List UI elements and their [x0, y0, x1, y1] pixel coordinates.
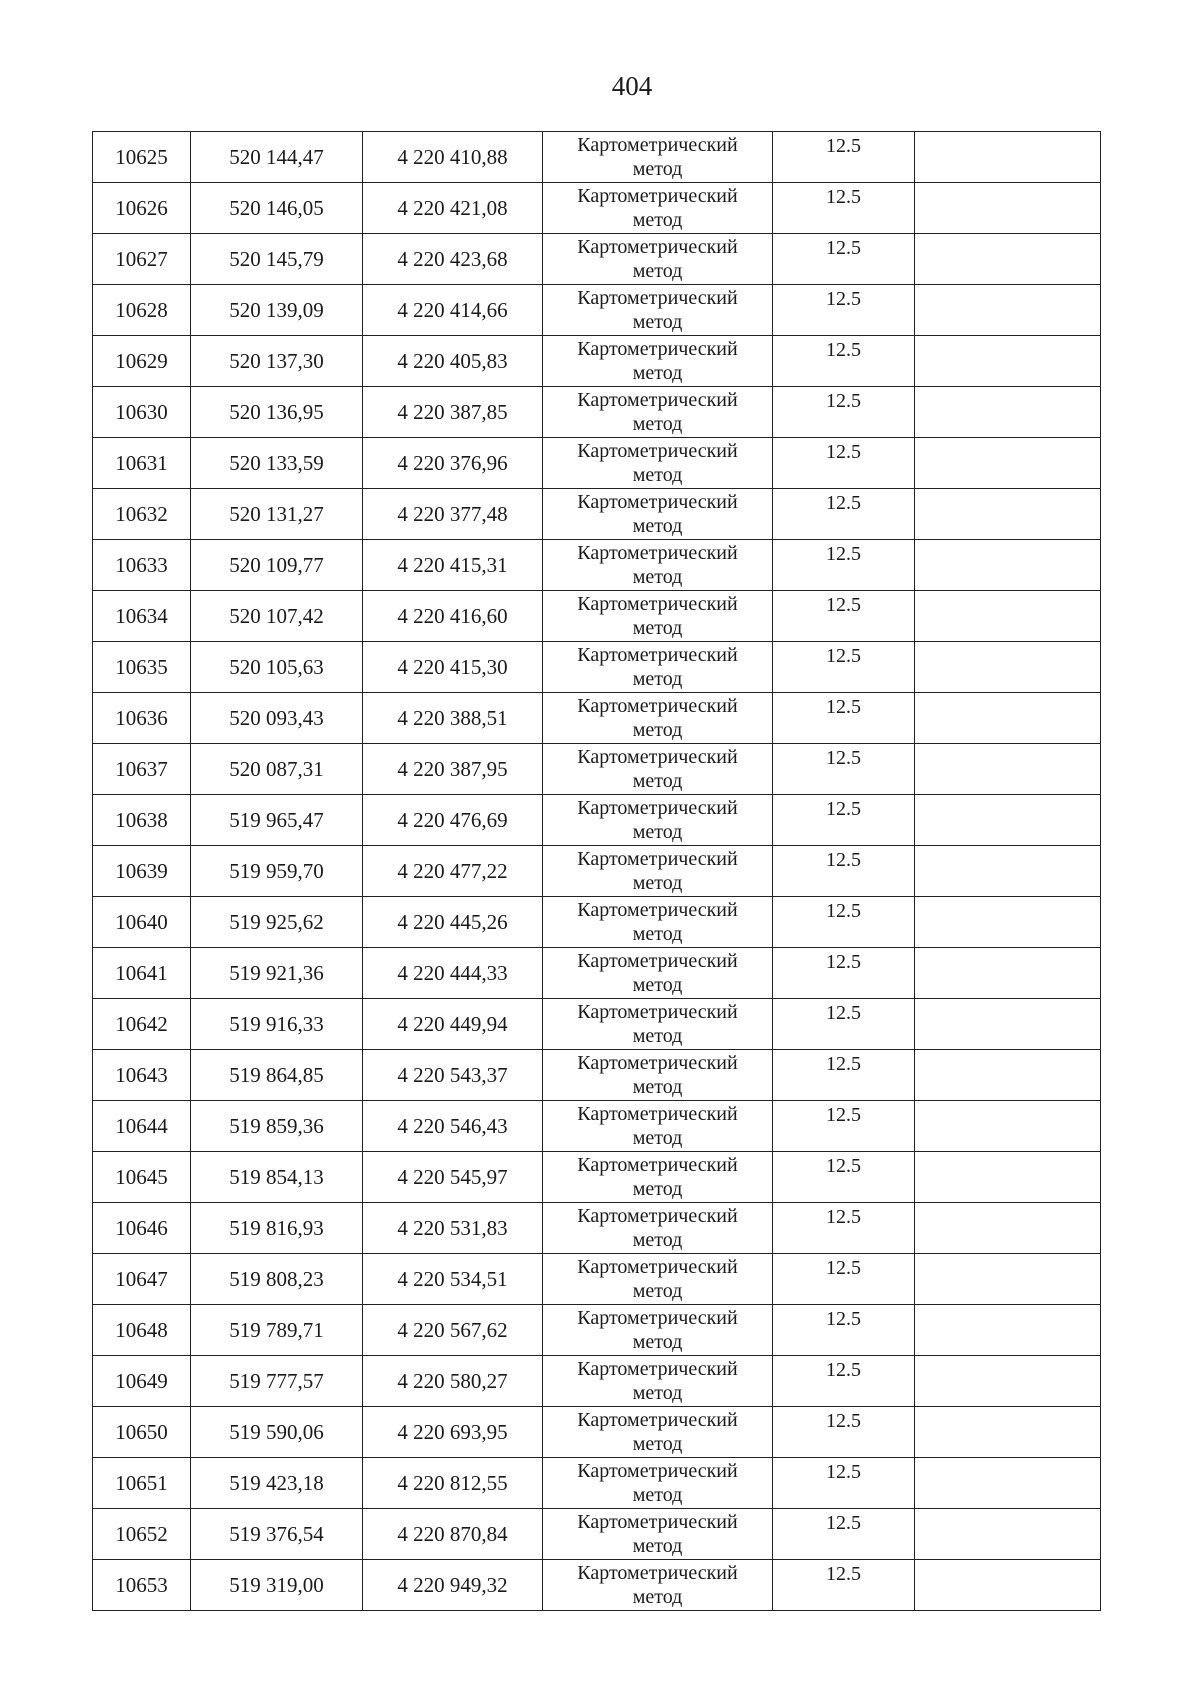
- method-cell: [543, 438, 773, 489]
- table-row: [93, 1509, 1101, 1560]
- y-coordinate-cell: 4 220 405,83: [363, 336, 543, 387]
- point-number-cell: 10639: [93, 846, 191, 897]
- method-line-2: метод: [632, 1331, 683, 1353]
- point-number-cell: 10652: [93, 1509, 191, 1560]
- method-cell: [543, 1356, 773, 1407]
- y-coordinate-cell: 4 220 416,60: [363, 591, 543, 642]
- table-row: [93, 540, 1101, 591]
- point-number-cell: 10637: [93, 744, 191, 795]
- method-line-1: Картометрический: [577, 134, 738, 156]
- method-line-2: метод: [632, 566, 683, 588]
- note-cell: [915, 489, 1101, 540]
- method-line-1: Картометрический: [577, 899, 738, 921]
- point-number-cell: 10646: [93, 1203, 191, 1254]
- table-row: [93, 438, 1101, 489]
- method-cell: [543, 285, 773, 336]
- note-cell: [915, 540, 1101, 591]
- point-number-cell: 10641: [93, 948, 191, 999]
- method-line-1: Картометрический: [577, 1307, 738, 1329]
- method-line-1: Картометрический: [577, 1358, 738, 1380]
- table-row: [93, 1254, 1101, 1305]
- method-line-1: Картометрический: [577, 338, 738, 360]
- accuracy-cell: 12.5: [773, 846, 915, 897]
- method-line-2: метод: [632, 1280, 683, 1302]
- x-coordinate-cell: 520 131,27: [191, 489, 363, 540]
- note-cell: [915, 183, 1101, 234]
- method-line-1: Картометрический: [577, 491, 738, 513]
- point-number-cell: 10630: [93, 387, 191, 438]
- y-coordinate-cell: 4 220 377,48: [363, 489, 543, 540]
- method-line-2: метод: [632, 1484, 683, 1506]
- x-coordinate-cell: 520 139,09: [191, 285, 363, 336]
- method-line-2: метод: [632, 311, 683, 333]
- table-row: [93, 1152, 1101, 1203]
- method-line-2: метод: [632, 158, 683, 180]
- point-number-cell: 10651: [93, 1458, 191, 1509]
- y-coordinate-cell: 4 220 423,68: [363, 234, 543, 285]
- note-cell: [915, 387, 1101, 438]
- table-row: [93, 285, 1101, 336]
- accuracy-cell: 12.5: [773, 897, 915, 948]
- method-cell: [543, 897, 773, 948]
- table-row: [93, 591, 1101, 642]
- y-coordinate-cell: 4 220 449,94: [363, 999, 543, 1050]
- x-coordinate-cell: 520 109,77: [191, 540, 363, 591]
- accuracy-cell: 12.5: [773, 693, 915, 744]
- method-cell: [543, 744, 773, 795]
- method-cell: [543, 1509, 773, 1560]
- method-cell: [543, 489, 773, 540]
- method-line-2: метод: [632, 260, 683, 282]
- y-coordinate-cell: 4 220 387,85: [363, 387, 543, 438]
- method-line-2: метод: [632, 1382, 683, 1404]
- accuracy-cell: 12.5: [773, 132, 915, 183]
- method-line-1: Картометрический: [577, 440, 738, 462]
- accuracy-cell: 12.5: [773, 1203, 915, 1254]
- x-coordinate-cell: 520 107,42: [191, 591, 363, 642]
- table-row: [93, 642, 1101, 693]
- accuracy-cell: 12.5: [773, 489, 915, 540]
- method-line-1: Картометрический: [577, 1562, 738, 1584]
- method-line-2: метод: [632, 617, 683, 639]
- table-row: [93, 693, 1101, 744]
- table-row: [93, 1101, 1101, 1152]
- y-coordinate-cell: 4 220 410,88: [363, 132, 543, 183]
- x-coordinate-cell: 520 087,31: [191, 744, 363, 795]
- x-coordinate-cell: 519 916,33: [191, 999, 363, 1050]
- method-cell: [543, 1152, 773, 1203]
- method-line-1: Картометрический: [577, 1205, 738, 1227]
- point-number-cell: 10644: [93, 1101, 191, 1152]
- accuracy-cell: 12.5: [773, 744, 915, 795]
- method-line-2: метод: [632, 923, 683, 945]
- method-line-1: Картометрический: [577, 950, 738, 972]
- accuracy-cell: 12.5: [773, 183, 915, 234]
- point-number-cell: 10636: [93, 693, 191, 744]
- y-coordinate-cell: 4 220 693,95: [363, 1407, 543, 1458]
- method-line-2: метод: [632, 668, 683, 690]
- method-line-1: Картометрический: [577, 797, 738, 819]
- table-row: [93, 336, 1101, 387]
- x-coordinate-cell: 519 965,47: [191, 795, 363, 846]
- point-number-cell: 10653: [93, 1560, 191, 1611]
- accuracy-cell: 12.5: [773, 336, 915, 387]
- method-cell: [543, 948, 773, 999]
- point-number-cell: 10647: [93, 1254, 191, 1305]
- method-line-1: Картометрический: [577, 185, 738, 207]
- table-row: [93, 846, 1101, 897]
- accuracy-cell: 12.5: [773, 591, 915, 642]
- method-line-2: метод: [632, 872, 683, 894]
- y-coordinate-cell: 4 220 567,62: [363, 1305, 543, 1356]
- method-line-1: Картометрический: [577, 1409, 738, 1431]
- accuracy-cell: 12.5: [773, 1407, 915, 1458]
- method-cell: [543, 1254, 773, 1305]
- accuracy-cell: 12.5: [773, 999, 915, 1050]
- coordinates-table-body: [93, 132, 1101, 1611]
- method-line-1: Картометрический: [577, 542, 738, 564]
- x-coordinate-cell: 520 136,95: [191, 387, 363, 438]
- method-cell: [543, 1050, 773, 1101]
- x-coordinate-cell: 520 133,59: [191, 438, 363, 489]
- coordinates-table: [92, 131, 1101, 1611]
- table-row: [93, 1407, 1101, 1458]
- accuracy-cell: 12.5: [773, 285, 915, 336]
- method-cell: [543, 336, 773, 387]
- note-cell: [915, 1356, 1101, 1407]
- method-line-2: метод: [632, 362, 683, 384]
- point-number-cell: 10633: [93, 540, 191, 591]
- note-cell: [915, 1509, 1101, 1560]
- method-cell: [543, 795, 773, 846]
- x-coordinate-cell: 519 925,62: [191, 897, 363, 948]
- x-coordinate-cell: 520 145,79: [191, 234, 363, 285]
- note-cell: [915, 999, 1101, 1050]
- method-line-2: метод: [632, 719, 683, 741]
- point-number-cell: 10632: [93, 489, 191, 540]
- x-coordinate-cell: 519 864,85: [191, 1050, 363, 1101]
- y-coordinate-cell: 4 220 545,97: [363, 1152, 543, 1203]
- accuracy-cell: 12.5: [773, 1458, 915, 1509]
- method-line-1: Картометрический: [577, 644, 738, 666]
- method-line-1: Картометрический: [577, 593, 738, 615]
- y-coordinate-cell: 4 220 414,66: [363, 285, 543, 336]
- method-cell: [543, 387, 773, 438]
- note-cell: [915, 1560, 1101, 1611]
- x-coordinate-cell: 519 921,36: [191, 948, 363, 999]
- table-row: [93, 1305, 1101, 1356]
- accuracy-cell: 12.5: [773, 1101, 915, 1152]
- table-row: [93, 1203, 1101, 1254]
- point-number-cell: 10649: [93, 1356, 191, 1407]
- table-row: [93, 999, 1101, 1050]
- accuracy-cell: 12.5: [773, 1305, 915, 1356]
- note-cell: [915, 897, 1101, 948]
- x-coordinate-cell: 519 854,13: [191, 1152, 363, 1203]
- method-cell: [543, 1407, 773, 1458]
- method-line-2: метод: [632, 1433, 683, 1455]
- note-cell: [915, 1203, 1101, 1254]
- y-coordinate-cell: 4 220 477,22: [363, 846, 543, 897]
- y-coordinate-cell: 4 220 387,95: [363, 744, 543, 795]
- table-row: [93, 1050, 1101, 1101]
- method-line-1: Картометрический: [577, 1460, 738, 1482]
- table-row: [93, 1560, 1101, 1611]
- method-line-1: Картометрический: [577, 287, 738, 309]
- note-cell: [915, 846, 1101, 897]
- method-line-1: Картометрический: [577, 1052, 738, 1074]
- table-row: [93, 132, 1101, 183]
- method-cell: [543, 999, 773, 1050]
- x-coordinate-cell: 520 105,63: [191, 642, 363, 693]
- y-coordinate-cell: 4 220 812,55: [363, 1458, 543, 1509]
- method-line-2: метод: [632, 1127, 683, 1149]
- method-line-2: метод: [632, 413, 683, 435]
- x-coordinate-cell: 519 777,57: [191, 1356, 363, 1407]
- y-coordinate-cell: 4 220 415,30: [363, 642, 543, 693]
- method-line-1: Картометрический: [577, 695, 738, 717]
- table-row: [93, 489, 1101, 540]
- point-number-cell: 10625: [93, 132, 191, 183]
- y-coordinate-cell: 4 220 444,33: [363, 948, 543, 999]
- accuracy-cell: 12.5: [773, 234, 915, 285]
- table-row: [93, 948, 1101, 999]
- x-coordinate-cell: 519 423,18: [191, 1458, 363, 1509]
- method-line-1: Картометрический: [577, 1103, 738, 1125]
- method-cell: [543, 540, 773, 591]
- note-cell: [915, 795, 1101, 846]
- accuracy-cell: 12.5: [773, 387, 915, 438]
- table-row: [93, 897, 1101, 948]
- note-cell: [915, 948, 1101, 999]
- accuracy-cell: 12.5: [773, 438, 915, 489]
- table-row: [93, 387, 1101, 438]
- x-coordinate-cell: 520 137,30: [191, 336, 363, 387]
- note-cell: [915, 591, 1101, 642]
- method-line-1: Картометрический: [577, 236, 738, 258]
- note-cell: [915, 285, 1101, 336]
- method-line-2: метод: [632, 209, 683, 231]
- method-cell: [543, 846, 773, 897]
- y-coordinate-cell: 4 220 531,83: [363, 1203, 543, 1254]
- method-cell: [543, 1203, 773, 1254]
- method-line-2: метод: [632, 515, 683, 537]
- method-line-1: Картометрический: [577, 1256, 738, 1278]
- note-cell: [915, 744, 1101, 795]
- method-cell: [543, 1560, 773, 1611]
- accuracy-cell: 12.5: [773, 795, 915, 846]
- x-coordinate-cell: 519 808,23: [191, 1254, 363, 1305]
- y-coordinate-cell: 4 220 870,84: [363, 1509, 543, 1560]
- note-cell: [915, 642, 1101, 693]
- y-coordinate-cell: 4 220 421,08: [363, 183, 543, 234]
- accuracy-cell: 12.5: [773, 1356, 915, 1407]
- x-coordinate-cell: 519 376,54: [191, 1509, 363, 1560]
- note-cell: [915, 1458, 1101, 1509]
- point-number-cell: 10643: [93, 1050, 191, 1101]
- x-coordinate-cell: 519 319,00: [191, 1560, 363, 1611]
- method-cell: [543, 591, 773, 642]
- method-line-2: метод: [632, 1586, 683, 1608]
- point-number-cell: 10645: [93, 1152, 191, 1203]
- note-cell: [915, 1101, 1101, 1152]
- y-coordinate-cell: 4 220 476,69: [363, 795, 543, 846]
- x-coordinate-cell: 520 144,47: [191, 132, 363, 183]
- method-line-2: метод: [632, 1025, 683, 1047]
- point-number-cell: 10628: [93, 285, 191, 336]
- table-row: [93, 744, 1101, 795]
- method-line-1: Картометрический: [577, 1511, 738, 1533]
- method-cell: [543, 693, 773, 744]
- note-cell: [915, 1305, 1101, 1356]
- method-line-2: метод: [632, 821, 683, 843]
- method-cell: [543, 1305, 773, 1356]
- point-number-cell: 10631: [93, 438, 191, 489]
- x-coordinate-cell: 520 146,05: [191, 183, 363, 234]
- accuracy-cell: 12.5: [773, 948, 915, 999]
- method-cell: [543, 1458, 773, 1509]
- note-cell: [915, 1050, 1101, 1101]
- x-coordinate-cell: 520 093,43: [191, 693, 363, 744]
- table-row: [93, 183, 1101, 234]
- x-coordinate-cell: 519 959,70: [191, 846, 363, 897]
- note-cell: [915, 438, 1101, 489]
- table-row: [93, 234, 1101, 285]
- method-line-2: метод: [632, 464, 683, 486]
- point-number-cell: 10635: [93, 642, 191, 693]
- method-line-2: метод: [632, 770, 683, 792]
- y-coordinate-cell: 4 220 580,27: [363, 1356, 543, 1407]
- y-coordinate-cell: 4 220 445,26: [363, 897, 543, 948]
- accuracy-cell: 12.5: [773, 1560, 915, 1611]
- y-coordinate-cell: 4 220 546,43: [363, 1101, 543, 1152]
- note-cell: [915, 234, 1101, 285]
- table-row: [93, 1458, 1101, 1509]
- method-line-1: Картометрический: [577, 1154, 738, 1176]
- method-line-2: метод: [632, 1535, 683, 1557]
- method-line-1: Картометрический: [577, 389, 738, 411]
- point-number-cell: 10648: [93, 1305, 191, 1356]
- method-line-1: Картометрический: [577, 848, 738, 870]
- accuracy-cell: 12.5: [773, 1152, 915, 1203]
- point-number-cell: 10640: [93, 897, 191, 948]
- accuracy-cell: 12.5: [773, 1254, 915, 1305]
- method-line-1: Картометрический: [577, 746, 738, 768]
- note-cell: [915, 336, 1101, 387]
- y-coordinate-cell: 4 220 949,32: [363, 1560, 543, 1611]
- point-number-cell: 10629: [93, 336, 191, 387]
- x-coordinate-cell: 519 816,93: [191, 1203, 363, 1254]
- method-line-1: Картометрический: [577, 1001, 738, 1023]
- method-line-2: метод: [632, 1229, 683, 1251]
- point-number-cell: 10638: [93, 795, 191, 846]
- y-coordinate-cell: 4 220 376,96: [363, 438, 543, 489]
- method-cell: [543, 234, 773, 285]
- method-line-2: метод: [632, 1076, 683, 1098]
- y-coordinate-cell: 4 220 388,51: [363, 693, 543, 744]
- method-cell: [543, 132, 773, 183]
- x-coordinate-cell: 519 789,71: [191, 1305, 363, 1356]
- point-number-cell: 10626: [93, 183, 191, 234]
- method-cell: [543, 642, 773, 693]
- note-cell: [915, 693, 1101, 744]
- table-row: [93, 1356, 1101, 1407]
- y-coordinate-cell: 4 220 415,31: [363, 540, 543, 591]
- note-cell: [915, 1407, 1101, 1458]
- method-cell: [543, 183, 773, 234]
- accuracy-cell: 12.5: [773, 642, 915, 693]
- method-cell: [543, 1101, 773, 1152]
- x-coordinate-cell: 519 859,36: [191, 1101, 363, 1152]
- x-coordinate-cell: 519 590,06: [191, 1407, 363, 1458]
- note-cell: [915, 1254, 1101, 1305]
- table-row: [93, 795, 1101, 846]
- y-coordinate-cell: 4 220 543,37: [363, 1050, 543, 1101]
- note-cell: [915, 1152, 1101, 1203]
- point-number-cell: 10634: [93, 591, 191, 642]
- point-number-cell: 10650: [93, 1407, 191, 1458]
- y-coordinate-cell: 4 220 534,51: [363, 1254, 543, 1305]
- point-number-cell: 10627: [93, 234, 191, 285]
- method-line-2: метод: [632, 974, 683, 996]
- page-number: 404: [611, 71, 653, 101]
- accuracy-cell: 12.5: [773, 1509, 915, 1560]
- note-cell: [915, 132, 1101, 183]
- accuracy-cell: 12.5: [773, 540, 915, 591]
- point-number-cell: 10642: [93, 999, 191, 1050]
- method-line-2: метод: [632, 1178, 683, 1200]
- accuracy-cell: 12.5: [773, 1050, 915, 1101]
